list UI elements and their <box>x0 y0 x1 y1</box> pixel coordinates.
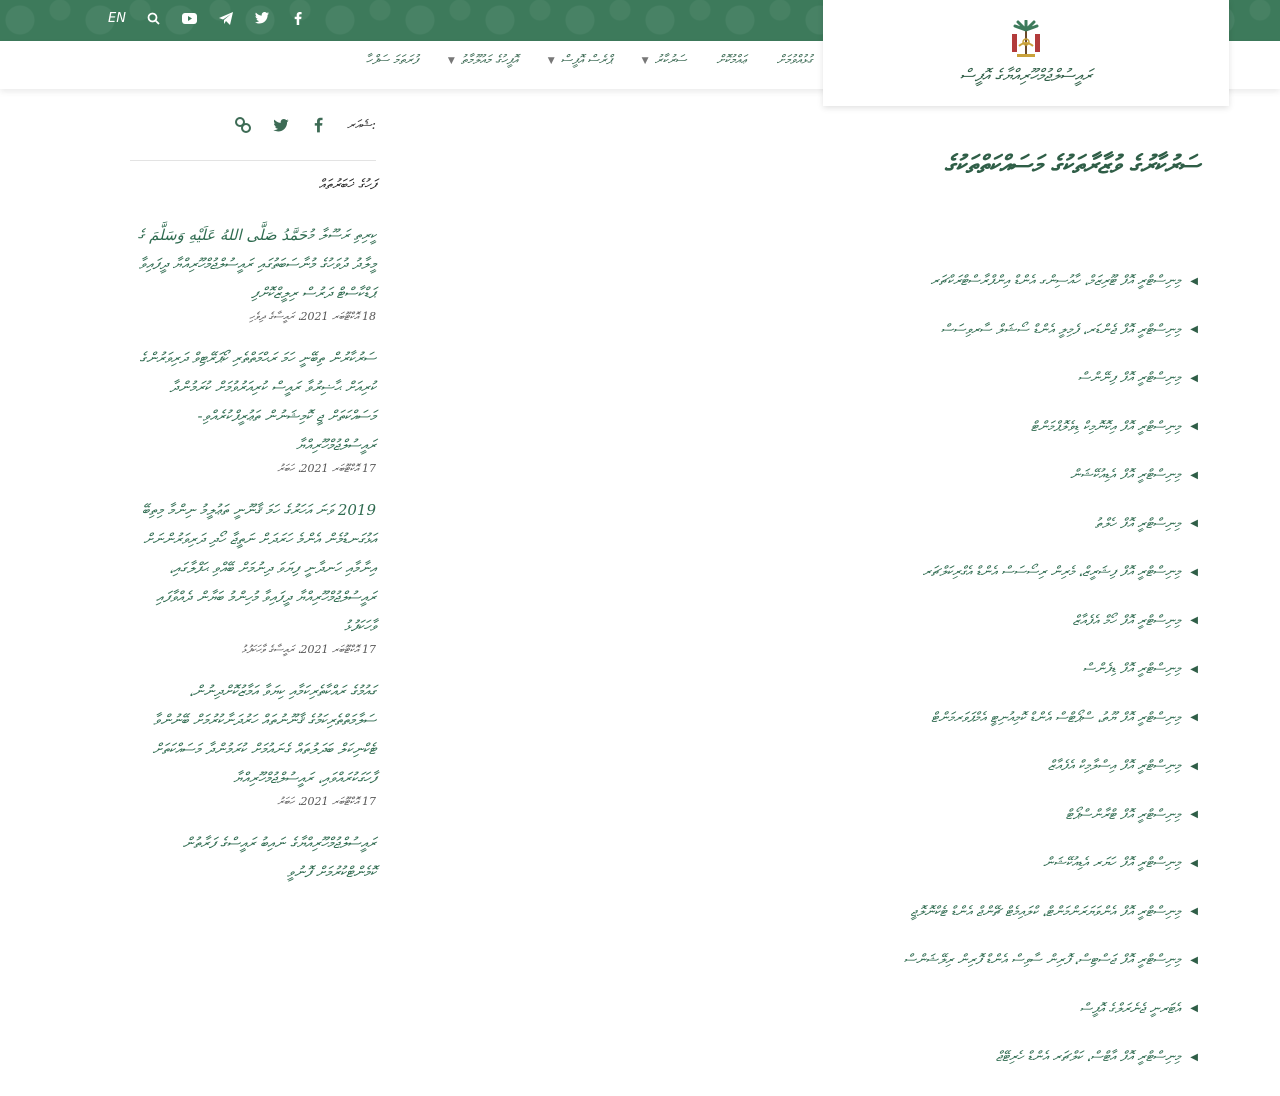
bullet-arrow-icon: ◀ <box>1190 421 1198 433</box>
bullet-arrow-icon: ◀ <box>1190 324 1198 336</box>
list-item[interactable] <box>904 888 1198 937</box>
list-item[interactable] <box>904 597 1198 646</box>
sidebar-divider <box>130 160 376 161</box>
ministry-link[interactable]: މިނިސްޓްރީ އޮފް އާޓްސް، ކަލްޗަރ އެންޑް ހެރިޓޭޖް <box>995 1049 1181 1066</box>
news-title[interactable]: 2019 ވަނަ އަހަރުގެ ހަމަ ޤާނޫނީ ތަޢުލީމު ނިންމާ މިތިބޭ އަޅުގަނޑުމެން އެންމެ ހަރަދަށް ނަތީޖާ ހޯދި ދަރިވަރުންނަށް އިނާމާއި ހަނދާނީ ފިޔަވަ ދިނުމަށް ބޭއްވި ޙަފްލާގައި، ރައީސުލްޖުމްހޫރިއްޔާ ދީފައިވާ މުހިންމު ބަޔާން ދެއްވާފައި ވާހަކަފުޅު <box>141 501 376 635</box>
nav-item-label: ޕްރެސް އޮފީސް <box>560 53 612 68</box>
chevron-down-icon: ▼ <box>547 55 555 66</box>
share-label: ޝެއަރ: <box>346 117 376 133</box>
nav-item-label: ގުޅުއްވުމަށް <box>776 53 812 68</box>
news-meta: 17 އޮކްޓޫބަރ 2021، ރައީސާގެ ވާހަކަފުޅު <box>241 643 376 656</box>
list-item[interactable] <box>904 985 1198 1034</box>
news-title[interactable]: ސަރުކާރުން ތިބޭނީ ހަމަ ރަޙްމަތްތެރި ކޯޕަރޭޓިވް ދަރިވަރުންގެ ކުރިއަށް ޙާޟިރުވާ ރައީސް ކުރިއަރުވުމަށް ކުރަމުންދާ މަސައްކަތަށް ޖީ ކޮމިޝަނުން ތަޢުރީފްކުރެއްވި- ރައީސުލްޖުމްހޫރިއްޔާ <box>139 349 376 454</box>
ministry-link[interactable]: މިނިސްޓްރީ އޮފް ފިޝަރީޒް، މެރިން ރިސޯސަސް އެންޑް އެގްރިކަލްޗަރ <box>922 564 1181 581</box>
bullet-arrow-icon: ◀ <box>1190 566 1198 578</box>
list-item[interactable] <box>904 548 1198 597</box>
ministry-link[interactable]: މިނިސްޓްރީ އޮފް ޖަސްޓިސް، ފޮރިން ސާވިސް އެންޑް ފޮރިން ރިލޭޝަންސް <box>903 952 1181 969</box>
news-meta: 17 އޮކްޓޫބަރ 2021، ހަބަރު <box>277 462 376 475</box>
list-item[interactable] <box>904 694 1198 743</box>
telegram-icon[interactable] <box>218 10 234 26</box>
ministry-link[interactable]: މިނިސްޓްރީ އޮފް ހަޔަރ އެޑިއުކޭޝަން <box>1043 855 1181 872</box>
facebook-share-icon[interactable] <box>309 115 329 135</box>
bullet-arrow-icon: ◀ <box>1190 469 1198 481</box>
news-item[interactable] <box>130 829 376 887</box>
nav-item-contact[interactable] <box>777 53 812 68</box>
bullet-arrow-icon: ◀ <box>1190 1003 1198 1015</box>
ministry-link[interactable]: މިނިސްޓްރީ އޮފް އެޑިއުކޭޝަން <box>1070 467 1181 484</box>
list-item[interactable] <box>904 742 1198 791</box>
list-item[interactable] <box>904 791 1198 840</box>
nav-item-government[interactable] <box>642 53 687 68</box>
nav-item-home[interactable] <box>366 53 418 68</box>
ministry-list <box>904 257 1198 1082</box>
news-item[interactable] <box>130 677 376 809</box>
site-name: ރައީސުލްޖުމްހޫރިއްޔާގެ އޮފީސް <box>959 66 1093 86</box>
nav-item-label: ފުރަތަމަ ސަފްހާ <box>365 53 418 68</box>
list-item[interactable] <box>904 403 1198 452</box>
search-icon[interactable] <box>146 10 162 26</box>
state-emblem-icon <box>1009 20 1043 60</box>
ministry-link[interactable]: އެޓަރނީ ޖެނެރަލްގެ އޮފީސް <box>1079 1000 1181 1017</box>
share-bar <box>130 110 376 140</box>
ministry-link[interactable]: މިނިސްޓްރީ އޮފް ޔޫތު، ސްޕޯޓްސް އެންޑް ކޮމިއުނިޓީ އެމްޕަވަރމަންޓް <box>931 709 1181 726</box>
ministry-link[interactable]: މިނިސްޓްރީ އޮފް ހެލްތު <box>1094 515 1181 532</box>
news-title[interactable]: ރައީސުލްޖުމްހޫރިއްޔާގެ ނައިބު ރައީސްގެ ފަރާތުން ކޮމެންޓްކުރުމަށް ފޮނުވީ <box>182 834 376 881</box>
bullet-arrow-icon: ◀ <box>1190 760 1198 772</box>
ministry-link[interactable]: މިނިސްޓްރީ އޮފް ޖެންޑަރ، ފެމިލީ އެންޑް ސޯޝަލް ސާރވިސަސް <box>940 321 1181 338</box>
page-title: ސަރުކާރުގެ ވުޒާރާތަކުގެ މަސައްކަތްތަކުގެ <box>944 150 1200 179</box>
nav-item-about-office[interactable] <box>448 53 518 68</box>
nav-items <box>366 53 812 68</box>
nav-item-label: އޮފީހުގެ މައުލޫމާތު <box>460 53 518 68</box>
bullet-arrow-icon: ◀ <box>1190 275 1198 287</box>
chevron-down-icon: ▼ <box>447 55 455 66</box>
ministry-link[interactable]: މިނިސްޓްރީ އޮފް އެންވަޔަރަންމަންޓް، ކްލައިމެޓް ޗޭންޖް އެންޑް ޓެކްނޮލޮޖީ <box>910 903 1181 920</box>
facebook-icon[interactable] <box>290 10 306 26</box>
twitter-icon[interactable] <box>254 10 270 26</box>
list-item[interactable] <box>904 1033 1198 1082</box>
news-item[interactable] <box>130 344 376 476</box>
bullet-arrow-icon: ◀ <box>1190 615 1198 627</box>
ministry-link[interactable]: މިނިސްޓްރީ އޮފް ޓޫރިޒަމް، ހާއުސިންގ އެންޑް އިންފްރާސްޓްރަކްޗަރ <box>930 273 1181 290</box>
top-utility-links <box>108 10 306 26</box>
ministry-link[interactable]: މިނިސްޓްރީ އޮފް ފިނޭންސް <box>1077 370 1181 387</box>
nav-item-label: ސަރުކާރު <box>654 53 687 68</box>
bullet-arrow-icon: ◀ <box>1190 663 1198 675</box>
twitter-share-icon[interactable] <box>271 115 291 135</box>
bullet-arrow-icon: ◀ <box>1190 906 1198 918</box>
list-item[interactable] <box>904 936 1198 985</box>
bullet-arrow-icon: ◀ <box>1190 1051 1198 1063</box>
sidebar <box>130 110 376 907</box>
ministry-link[interactable]: މިނިސްޓްރީ އޮފް ޓްރާންސްޕޯޓް <box>1065 806 1181 823</box>
bullet-arrow-icon: ◀ <box>1190 712 1198 724</box>
bullet-arrow-icon: ◀ <box>1190 518 1198 530</box>
list-item[interactable] <box>904 451 1198 500</box>
news-meta: 18 އޮކްޓޫބަރ 2021، ރައީސާގެ ދިވެހި <box>249 310 376 323</box>
bullet-arrow-icon: ◀ <box>1190 372 1198 384</box>
nav-item-label: ޢައްމުކޮށް <box>716 53 747 68</box>
list-item[interactable] <box>904 839 1198 888</box>
chevron-down-icon: ▼ <box>641 55 649 66</box>
bullet-arrow-icon: ◀ <box>1190 809 1198 821</box>
youtube-icon[interactable] <box>182 10 198 26</box>
list-item[interactable] <box>904 306 1198 355</box>
bullet-arrow-icon: ◀ <box>1190 857 1198 869</box>
ministry-link[interactable]: މިނިސްޓްރީ އޮފް އިސްލާމިކް އެފެއާޒް <box>1047 758 1181 775</box>
news-item[interactable] <box>130 496 376 657</box>
link-icon[interactable] <box>233 115 253 135</box>
list-item[interactable] <box>904 257 1198 306</box>
list-item[interactable] <box>904 500 1198 549</box>
news-title[interactable]: ކީރިތި ރަސޫލާ މުحَمَّدُ صَلَّى اللهُ عَلَيْهِ وَسَلَّمَ ގެ މީލާދު ދުވަހުގެ މުނާސަބަތުގައި ރައީސުލްޖުމްހޫރިއްޔާ ދީފައިވާ ޕަޑްކާސްޓް ދަރުސް ރިލީޒްކޮށްފި <box>137 226 376 302</box>
ministry-link[interactable]: މިނިސްޓްރީ އޮފް ހޯމް އެފެއާޒް <box>1072 612 1181 629</box>
ministry-link[interactable]: މިނިސްޓްރީ އޮފް އިކޮނޮމިކް ޑިވެލޮޕްމަންޓް <box>1030 418 1181 435</box>
news-title[interactable]: ގައުމުގެ ރައްކާތެރިކަމާއި ކިޔަވާ އަމާޒުކޮށްދިނުން، ސަލާމަތްތެރިކަމުގެ ޤާނޫނުތައް ހަރުދަނާކުރުމަށް ބޭނުންވާ ޓެކްނިކަލް ބަދަލުތައް ގެނައުމަށް ކުރަމުންދާ މަސައްކަތަށް ފާހަގަކުރައްވައި، ރައީސުލްޖުމްހޫރިއްޔާ <box>152 682 376 787</box>
list-item[interactable] <box>904 645 1198 694</box>
news-item[interactable] <box>130 221 376 324</box>
nav-item-public[interactable] <box>716 53 746 68</box>
bullet-arrow-icon: ◀ <box>1190 954 1198 966</box>
language-switch-en[interactable]: EN <box>108 10 126 26</box>
latest-news-heading: ފަހުގެ ޚަބަރުތައް <box>318 177 376 193</box>
nav-item-press-office[interactable] <box>548 53 612 68</box>
list-item[interactable] <box>904 354 1198 403</box>
news-meta: 17 އޮކްޓޫބަރ 2021، ހަބަރު <box>277 795 376 808</box>
site-logo[interactable] <box>823 0 1229 106</box>
ministry-link[interactable]: މިނިސްޓްރީ އޮފް ޑިފެންސް <box>1082 661 1181 678</box>
